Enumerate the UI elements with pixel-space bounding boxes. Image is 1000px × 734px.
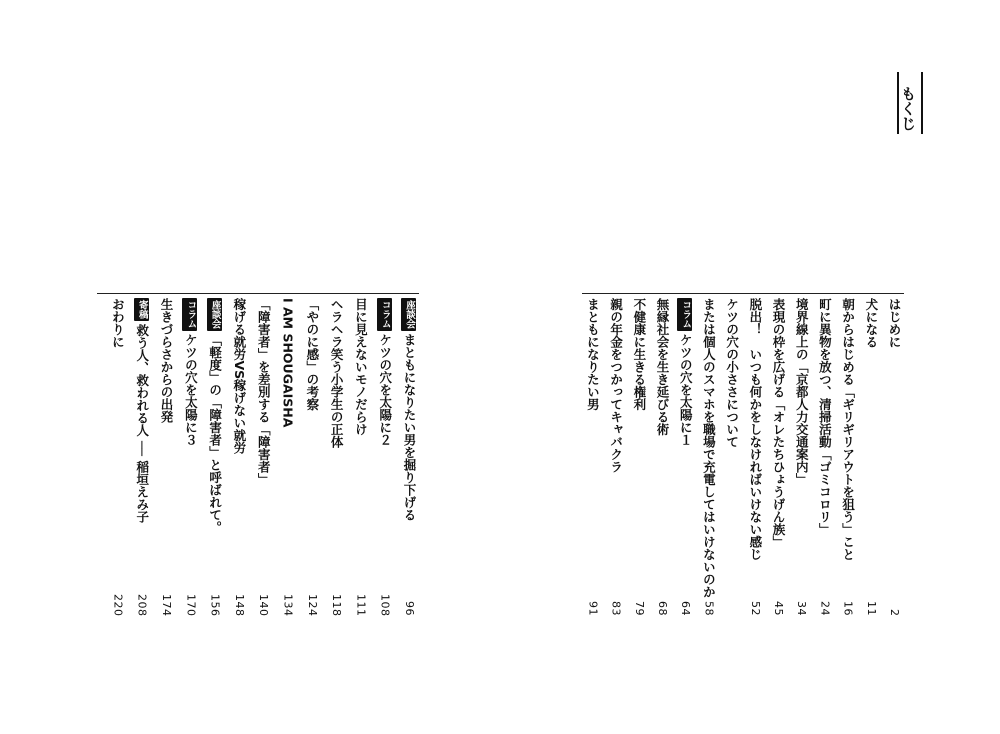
toc-page-number: 108	[378, 593, 392, 616]
toc-entry[interactable]	[206, 294, 225, 616]
toc-entry-label: 稼げる就労VS稼げない就労	[231, 298, 247, 455]
toc-page-number: 111	[354, 593, 368, 616]
toc-page-number: 134	[281, 593, 295, 616]
toc-entry-title	[839, 298, 858, 561]
toc-entry[interactable]	[792, 294, 811, 616]
toc-entry[interactable]	[327, 294, 346, 616]
toc-entry[interactable]	[303, 294, 322, 616]
toc-entry-label: 不健康に生きる権利	[631, 298, 647, 411]
category-badge: コラム	[377, 298, 392, 331]
toc-entry-label: はじめに	[887, 298, 902, 348]
toc-entry-title	[157, 298, 176, 423]
toc-entry-title	[815, 298, 834, 536]
toc-entry-title	[351, 298, 370, 436]
toc-entry-label: 目に見えないモノだらけ	[353, 298, 369, 436]
toc-page-number: 124	[305, 593, 319, 616]
toc-entry-title	[108, 298, 127, 348]
toc-page-number: 96	[403, 601, 416, 616]
toc-entry-label: または個人のスマホを職場で充電してはいけないのか	[701, 298, 717, 598]
toc-entry-label: 脱出！ いつも何かをしなければいけない感じ	[747, 298, 763, 561]
toc-page-number: 148	[232, 593, 246, 616]
toc-entry[interactable]	[839, 294, 858, 616]
toc-entry-label: ケツの穴を太陽に２	[377, 333, 393, 446]
toc-entry-label: 救う人、救われる人 ──	[134, 324, 150, 461]
toc-entry[interactable]	[607, 294, 626, 616]
toc-page-number: 11	[864, 601, 878, 616]
toc-entry-title	[885, 298, 904, 348]
toc-page-number: 170	[184, 593, 198, 616]
toc-entry[interactable]	[400, 294, 419, 616]
toc-entry[interactable]	[376, 294, 395, 616]
toc-entry[interactable]	[351, 294, 370, 616]
toc-entry-label: 「軽度」の「障害者」と呼ばれて。	[207, 333, 223, 534]
toc-page-number: 24	[818, 601, 832, 616]
toc-entry-label: 生きづらさからの出発	[159, 298, 174, 423]
toc-entry[interactable]	[746, 294, 765, 616]
toc-entry-label: I AM SHOUGAISHA	[280, 298, 296, 428]
toc-entry-title	[699, 298, 718, 598]
toc-entry-label: まともになりたい男	[585, 298, 601, 411]
toc-page-number: 34	[795, 601, 809, 616]
toc-entry-title	[254, 298, 273, 486]
toc-entry-title	[630, 298, 649, 411]
toc-entry-author: 稲垣えみ子	[134, 460, 150, 523]
toc-entry[interactable]	[653, 294, 672, 616]
toc-entry-title	[746, 298, 765, 561]
toc-entry[interactable]	[133, 294, 152, 616]
toc-entry-label: 親の年金をつかってキャバクラ	[608, 298, 624, 473]
toc-page-number: 91	[586, 601, 600, 616]
toc-entry-title	[723, 298, 742, 448]
toc-heading: もくじ	[897, 72, 923, 134]
toc-entry-title	[607, 298, 626, 473]
toc-entry-title	[376, 298, 395, 446]
toc-entry[interactable]	[230, 294, 249, 616]
toc-entry-label: 表現の枠を広げる「オレたちひょうげん族」	[771, 298, 786, 548]
toc-entry-label: まともになりたい男を掘り下げる	[402, 333, 417, 521]
toc-entry[interactable]	[699, 294, 718, 616]
toc-entry-title	[400, 298, 419, 521]
toc-entry-label: ケツの穴の小ささについて	[724, 298, 740, 448]
category-badge: 座談会	[207, 298, 222, 331]
toc-page-number: 2	[888, 608, 901, 616]
toc-entry[interactable]	[769, 294, 788, 616]
toc-entry-label: 境界線上の「京都人力交通案内」	[794, 298, 810, 486]
category-badge: コラム	[677, 298, 692, 331]
toc-page-number: 220	[111, 593, 125, 616]
toc-entry[interactable]	[862, 294, 881, 616]
toc-entry-title	[133, 298, 152, 523]
toc-entry-title	[769, 298, 788, 548]
toc-entry-title	[862, 298, 881, 348]
toc-page-number: 79	[632, 601, 646, 616]
toc-entry-label: ヘラヘラ笑う小学生の正体	[329, 298, 345, 448]
toc-entry-label: 無縁社会を生き延びる術	[655, 298, 670, 436]
toc-entry-title	[303, 298, 322, 411]
toc-block-right	[582, 293, 904, 616]
toc-entry[interactable]	[157, 294, 176, 616]
toc-page-number: 208	[135, 593, 149, 616]
toc-entry-title	[583, 298, 602, 411]
toc-page-number: 58	[702, 601, 716, 616]
toc-block-left	[97, 293, 419, 616]
toc-page-number: 64	[679, 601, 693, 616]
toc-page-number: 52	[748, 601, 762, 616]
toc-entry-title	[792, 298, 811, 486]
toc-entry[interactable]	[885, 294, 904, 616]
toc-entry[interactable]	[279, 294, 298, 616]
toc-entry-label: おわりに	[110, 298, 126, 348]
toc-entry-label: ケツの穴を太陽に１	[678, 333, 694, 446]
category-badge: コラム	[182, 298, 197, 331]
toc-entry[interactable]	[254, 294, 273, 616]
toc-entry-title	[181, 298, 200, 446]
toc-entry[interactable]	[630, 294, 649, 616]
category-badge: 寄稿	[134, 298, 149, 321]
toc-entry[interactable]	[723, 294, 742, 616]
toc-page-number: 83	[609, 601, 623, 616]
toc-entry[interactable]	[108, 294, 127, 616]
toc-entry-title	[327, 298, 346, 448]
toc-page-number: 16	[841, 601, 855, 616]
toc-entry[interactable]	[815, 294, 834, 616]
toc-entry[interactable]	[583, 294, 602, 616]
toc-entry-title	[279, 298, 298, 427]
toc-entry-title	[676, 298, 695, 446]
toc-page-number: 156	[208, 593, 222, 616]
toc-entry-label: 犬になる	[863, 298, 879, 348]
toc-entry-label: 「やのに感」の考察	[304, 298, 320, 411]
toc-entry-title	[230, 298, 249, 454]
toc-entry-title	[653, 298, 672, 436]
toc-entry-label: 「障害者」を差別する「障害者」	[256, 298, 272, 486]
toc-page-number: 118	[330, 593, 344, 616]
toc-page-number: 68	[656, 601, 669, 616]
toc-page-number: 140	[257, 593, 271, 616]
toc-entry[interactable]	[181, 294, 200, 616]
toc-entry-title	[206, 298, 225, 534]
category-badge: 座談会	[401, 298, 416, 331]
toc-entry-label: 朝からはじめる「ギリギリアウトを狙う」こと	[840, 298, 856, 561]
toc-entry-label: 町に異物を放つ、清掃活動「ゴミコロリ」	[817, 298, 833, 536]
toc-page-number: 45	[772, 601, 785, 616]
toc-page-number: 174	[160, 593, 173, 616]
toc-entry[interactable]	[676, 294, 695, 616]
toc-entry-label: ケツの穴を太陽に３	[183, 333, 199, 446]
